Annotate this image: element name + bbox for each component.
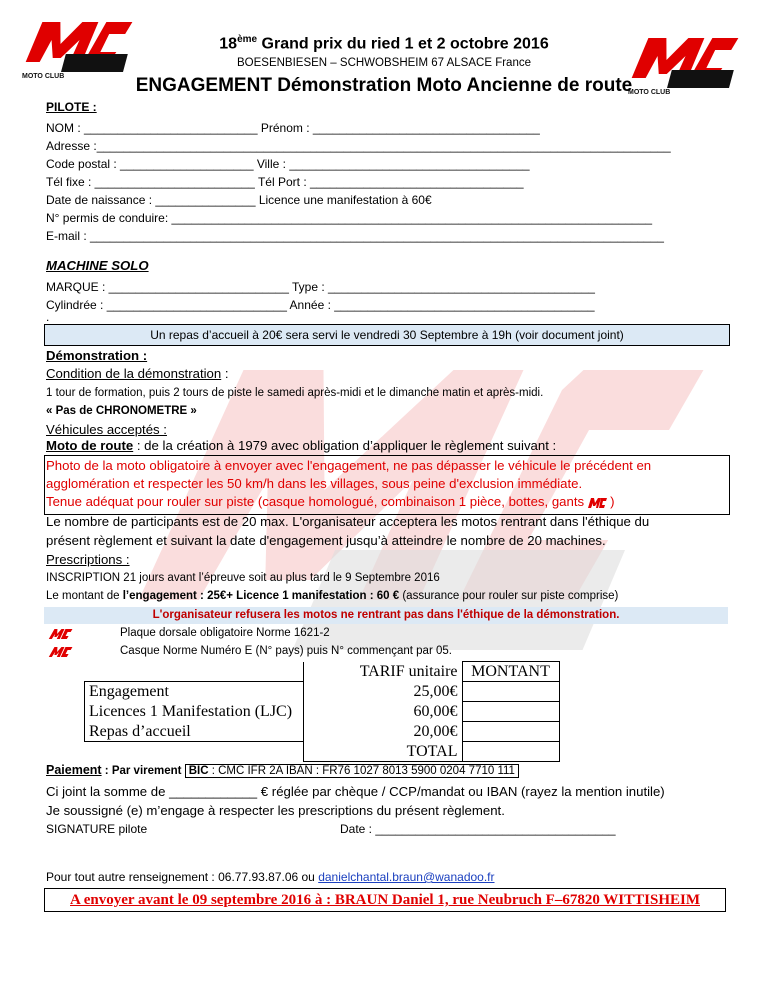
naissance-field[interactable]: Date de naissance : _______________ Licence une manifestation à 60€	[46, 193, 432, 207]
contact-line: Pour tout autre renseignement : 06.77.93.87.06 ou danielchantal.braun@wanadoo.fr	[46, 870, 495, 884]
condition-heading: Condition de la démonstration :	[46, 366, 229, 381]
tarif-price: 20,00€	[303, 722, 462, 742]
event-title: 18ème Grand prix du ried 1 et 2 octobre 2016	[219, 34, 549, 53]
moto-route-text: Moto de route : de la création à 1979 avec obligation d’appliquer le règlement suivant :	[46, 438, 557, 453]
adresse-field[interactable]: Adresse :______________________________________________________________________________________	[46, 139, 671, 153]
montant-text: Le montant de l’engagement : 25€+ Licence 1 manifestation : 60 € (assurance pour rouler sur piste comprise)	[46, 590, 619, 602]
demo-heading: Démonstration :	[46, 348, 148, 363]
rule-line-2: agglomération et respecter les 50 km/h dans les villages, sous peine d'exclusion immédiate.	[46, 476, 583, 491]
nombre-line-2: présent règlement et suivant la date d'engagement jusqu’à atteindre le nombre de 20 machines.	[46, 533, 606, 548]
montant-cell[interactable]	[462, 722, 559, 742]
engage-line: Je soussigné (e) m’engage à respecter les prescriptions du présent règlement.	[46, 803, 505, 818]
tarif-label: Engagement	[85, 682, 304, 702]
tarif-total-label: TOTAL	[303, 742, 462, 762]
tarif-label: Repas d’accueil	[85, 722, 304, 742]
somme-line[interactable]: Ci joint la somme de ____________ € réglée par chèque / CCP/mandat ou IBAN (rayez la mention inutile)	[46, 784, 665, 799]
mc-bullet-icon	[48, 645, 74, 659]
tarif-header-unit: TARIF unitaire	[303, 662, 462, 682]
casque-text: Casque Norme Numéro E (N° pays) puis N° commençant par 05.	[120, 645, 452, 657]
dot: .	[46, 310, 50, 324]
pilote-heading: PILOTE :	[46, 100, 97, 114]
tarif-label: Licences 1 Manifestation (LJC)	[85, 702, 304, 722]
email-link[interactable]: danielchantal.braun@wanadoo.fr	[318, 870, 495, 884]
vehicules-heading: Véhicules acceptés :	[46, 422, 167, 437]
envoyer-banner: A envoyer avant le 09 septembre 2016 à : BRAUN Daniel 1, rue Neubruch F–67820 WITTISHEIM	[44, 888, 726, 912]
nom-field[interactable]: NOM : __________________________ Prénom : __________________________________	[46, 121, 540, 135]
permis-field[interactable]: N° permis de conduire: ________________________________________________________________________	[46, 211, 653, 225]
machine-heading: MACHINE SOLO	[46, 258, 149, 273]
cylindree-field[interactable]: Cylindrée : ___________________________ Année : _______________________________________	[46, 298, 595, 312]
plaque-text: Plaque dorsale obligatoire Norme 1621-2	[120, 627, 330, 639]
logo-text-right: MOTO CLUB	[628, 89, 671, 96]
mc-mini-icon	[586, 497, 608, 509]
event-address: BOESENBIESEN – SCHWOBSHEIM 67 ALSACE France	[237, 57, 531, 69]
repas-banner: Un repas d’accueil à 20€ sera servi le vendredi 30 Septembre à 19h (voir document joint)	[44, 324, 730, 346]
inscription-text: INSCRIPTION 21 jours avant l’épreuve soit au plus tard le 9 Septembre 2016	[46, 572, 440, 584]
email-field[interactable]: E-mail : ______________________________________________________________________________________	[46, 229, 664, 243]
mc-bullet-icon	[48, 627, 74, 641]
rule-line-3: Tenue adéquat pour rouler sur piste (casque homologué, combinaison 1 pièce, bottes, gants )	[46, 494, 615, 509]
tarif-price: 60,00€	[303, 702, 462, 722]
chrono-text: « Pas de CHRONOMETRE »	[46, 405, 197, 417]
montant-cell[interactable]	[462, 702, 559, 722]
tarif-table	[84, 661, 560, 762]
rule-line-1: Photo de la moto obligatoire à envoyer avec l'engagement, ne pas dépasser le véhicule le précédent en	[46, 458, 652, 473]
prescriptions-heading: Prescriptions :	[46, 552, 130, 567]
logo-text-left: MOTO CLUB	[22, 73, 65, 80]
montant-cell[interactable]	[462, 682, 559, 702]
tarif-header-montant: MONTANT	[462, 662, 559, 682]
marque-field[interactable]: MARQUE : ___________________________ Type : ________________________________________	[46, 280, 595, 294]
signature-label: SIGNATURE pilote	[46, 822, 148, 836]
nombre-line-1: Le nombre de participants est de 20 max. L'organisateur acceptera les motos rentrant dans l'éthique du	[46, 514, 650, 529]
tours-text: 1 tour de formation, puis 2 tours de piste le samedi après-midi et le dimanche matin et après-midi.	[46, 387, 544, 399]
total-cell[interactable]	[462, 742, 559, 762]
paiement-line: Paiement : Par virement BIC : CMC IFR 2A IBAN : FR76 1027 8013 5900 0204 7710 111	[46, 763, 519, 777]
date-field[interactable]: Date : ____________________________________	[340, 822, 616, 836]
refus-banner: L'organisateur refusera les motos ne rentrant pas dans l'éthique de la démonstration.	[44, 607, 728, 624]
tarif-price: 25,00€	[303, 682, 462, 702]
code-postal-field[interactable]: Code postal : ____________________ Ville : ____________________________________	[46, 157, 530, 171]
page-title: ENGAGEMENT Démonstration Moto Ancienne de route	[135, 75, 633, 96]
tel-field[interactable]: Tél fixe : ________________________ Tél Port : ________________________________	[46, 175, 524, 189]
